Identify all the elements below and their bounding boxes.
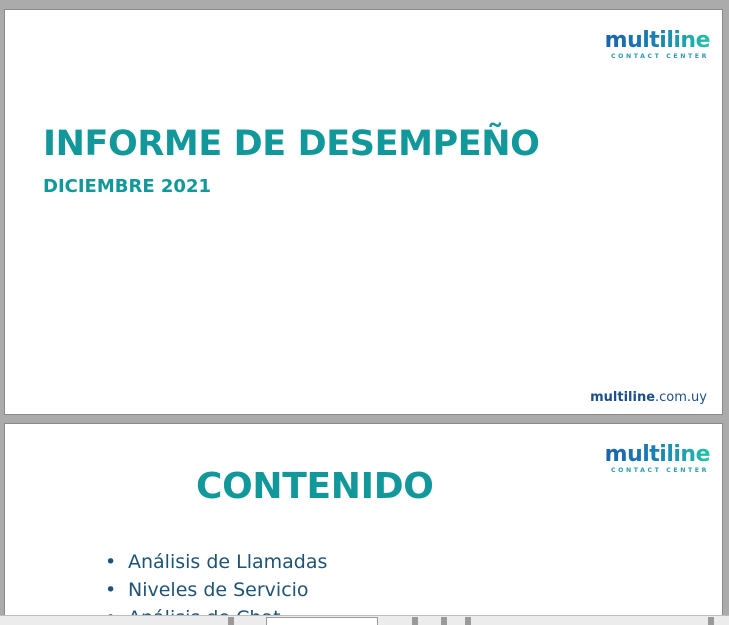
multiline-logo [594,29,710,60]
status-bar [0,615,729,625]
statusbar-mark [465,617,471,625]
website-domain: multiline [590,390,656,405]
logo-wordmark: multiline [594,29,710,53]
logo-tagline: CONTACT CENTER [611,53,709,60]
slide-2[interactable] [4,423,723,625]
slide-1[interactable] [4,9,723,415]
statusbar-mark [441,617,447,625]
multiline-logo [594,443,710,474]
list-item: • Niveles de Servicio [105,576,327,604]
list-item: • Análisis de Llamadas [105,548,327,576]
statusbar-mark [228,617,234,625]
website-suffix: .com.uy [655,390,707,405]
report-date: DICIEMBRE 2021 [43,176,211,197]
contents-title: CONTENIDO [196,466,434,507]
logo-wordmark: multiline [594,443,710,467]
contents-list [105,548,327,625]
statusbar-mark [412,617,418,625]
website-label [590,390,707,405]
zoom-field[interactable] [266,617,378,625]
logo-tagline: CONTACT CENTER [611,467,709,474]
statusbar-mark [708,617,714,625]
report-title: INFORME DE DESEMPEÑO [43,124,540,164]
